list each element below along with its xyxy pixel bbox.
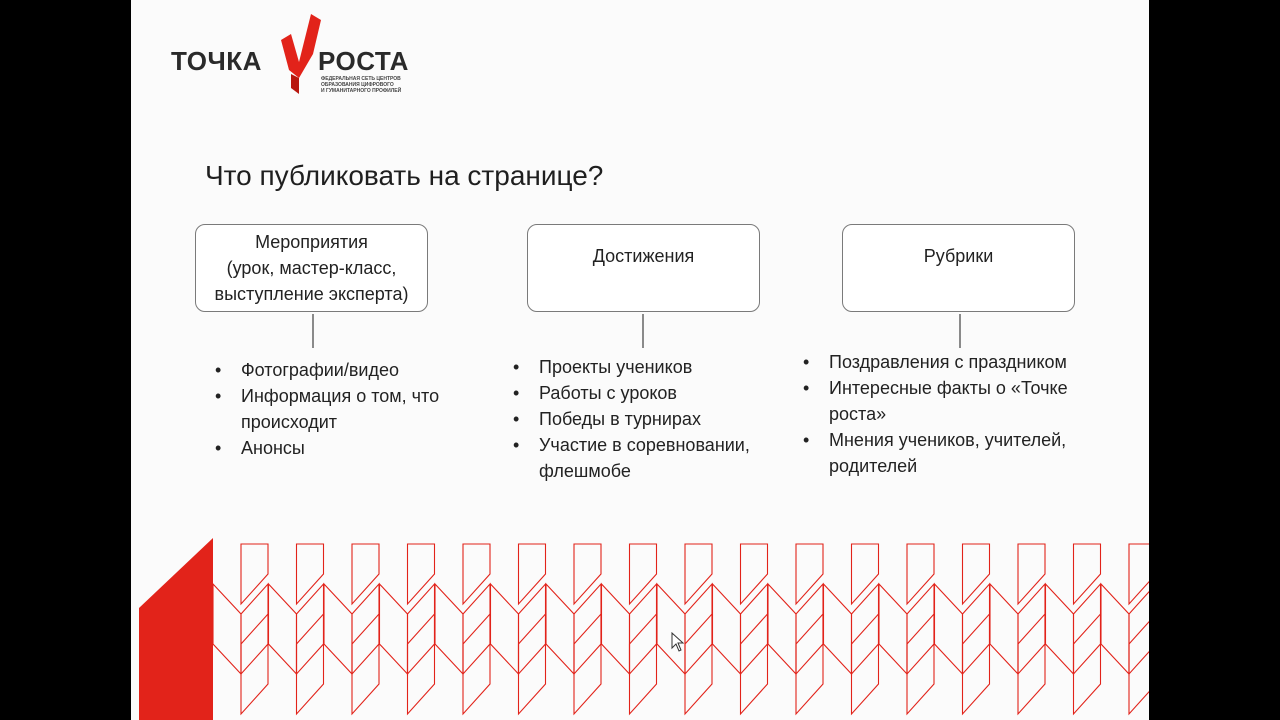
pattern-parallelogram <box>435 584 463 674</box>
bullet-item: • Поздравления с праздником <box>801 349 1101 375</box>
pattern-parallelogram <box>574 544 601 604</box>
pattern-parallelogram <box>741 614 768 714</box>
pattern-parallelogram <box>990 584 1018 674</box>
mouse-cursor-icon <box>671 632 685 652</box>
logo-word-left: ТОЧКА <box>171 46 262 76</box>
bullet-item: • Анонсы <box>213 435 473 461</box>
bullet-item: • Участие в соревновании, флешмобе <box>511 432 791 484</box>
pattern-parallelogram <box>768 584 796 674</box>
logo-tagline-line: ОБРАЗОВАНИЯ ЦИФРОВОГО <box>321 82 394 88</box>
connector-line <box>959 314 961 348</box>
bullet-item: • Фотографии/видео <box>213 357 473 383</box>
category-box-events <box>195 224 428 312</box>
logo-tagline-line: И ГУМАНИТАРНОГО ПРОФИЛЕЙ <box>321 88 402 94</box>
bullet-list-rubrics <box>801 349 1101 479</box>
pattern-parallelogram <box>630 544 657 604</box>
pattern-parallelogram <box>796 544 823 604</box>
presentation-slide <box>131 0 1149 720</box>
pattern-parallelogram <box>824 584 852 674</box>
category-box-label: Мероприятия (урок, мастер-класс, выступление эксперта) <box>214 232 409 304</box>
pattern-parallelogram <box>685 544 712 604</box>
pattern-parallelogram <box>297 614 324 714</box>
pattern-parallelogram <box>630 614 657 714</box>
pattern-parallelogram <box>324 584 352 674</box>
pattern-parallelogram <box>1018 614 1045 714</box>
pattern-parallelogram <box>1074 544 1101 604</box>
pattern-parallelogram <box>297 544 324 604</box>
pattern-parallelogram <box>241 544 268 604</box>
connector-line <box>642 314 644 348</box>
pattern-parallelogram <box>352 614 379 714</box>
pattern-parallelogram <box>1074 614 1101 714</box>
pattern-parallelogram <box>408 544 435 604</box>
logo-tick-icon <box>275 14 321 94</box>
slide-title: Что публиковать на странице? <box>205 160 604 191</box>
bullet-list-achievements <box>511 354 791 484</box>
pattern-parallelogram <box>463 614 490 714</box>
category-box-rubrics <box>842 224 1075 312</box>
category-box-label: Рубрики <box>923 246 994 266</box>
pattern-parallelogram <box>546 584 574 674</box>
pattern-parallelogram <box>491 584 519 674</box>
pattern-parallelogram <box>907 544 934 604</box>
pattern-parallelogram <box>879 584 907 674</box>
parallelogram-pattern <box>131 530 1149 720</box>
pattern-parallelogram <box>463 544 490 604</box>
category-box-achievements <box>527 224 760 312</box>
red-triangle-decor <box>139 538 213 720</box>
pattern-parallelogram <box>796 614 823 714</box>
pattern-parallelogram <box>241 614 268 714</box>
logo-tagline-line: ФЕДЕРАЛЬНАЯ СЕТЬ ЦЕНТРОВ <box>321 76 401 82</box>
bullet-item: • Победы в турнирах <box>511 406 791 432</box>
bullet-item: • Мнения учеников, учителей, родителей <box>801 427 1101 479</box>
pattern-parallelogram <box>380 584 408 674</box>
pattern-parallelogram <box>213 584 241 674</box>
category-box-label: Достижения <box>592 246 695 266</box>
pattern-parallelogram <box>685 614 712 714</box>
bullet-item: • Проекты учеников <box>511 354 791 380</box>
bullet-list-events <box>213 357 473 461</box>
pattern-parallelogram <box>963 614 990 714</box>
bullet-item: • Работы с уроков <box>511 380 791 406</box>
pattern-parallelogram <box>602 584 630 674</box>
pattern-parallelogram <box>574 614 601 714</box>
pattern-parallelogram <box>1129 614 1149 714</box>
pattern-parallelogram <box>713 584 741 674</box>
logo-word-right: РОСТА <box>318 46 409 76</box>
pattern-parallelogram <box>269 584 297 674</box>
pattern-parallelogram <box>519 544 546 604</box>
pattern-parallelogram <box>1129 584 1149 674</box>
tochka-rosta-logo <box>171 14 431 98</box>
bullet-item: • Информация о том, что происходит <box>213 383 473 435</box>
bullet-item: • Интересные факты о «Точке роста» <box>801 375 1101 427</box>
pattern-parallelogram <box>741 544 768 604</box>
pattern-parallelogram <box>935 584 963 674</box>
pattern-parallelogram <box>1101 584 1129 674</box>
pattern-parallelogram <box>907 614 934 714</box>
pattern-parallelogram <box>1018 544 1045 604</box>
pattern-parallelogram <box>657 584 685 674</box>
connector-line <box>312 314 314 348</box>
pattern-parallelogram <box>1046 584 1074 674</box>
pattern-parallelogram <box>352 544 379 604</box>
logo-tagline <box>321 76 421 94</box>
pattern-parallelogram <box>408 614 435 714</box>
pattern-parallelogram <box>963 544 990 604</box>
pattern-parallelogram <box>852 614 879 714</box>
pattern-parallelogram <box>519 614 546 714</box>
pattern-parallelogram <box>852 544 879 604</box>
